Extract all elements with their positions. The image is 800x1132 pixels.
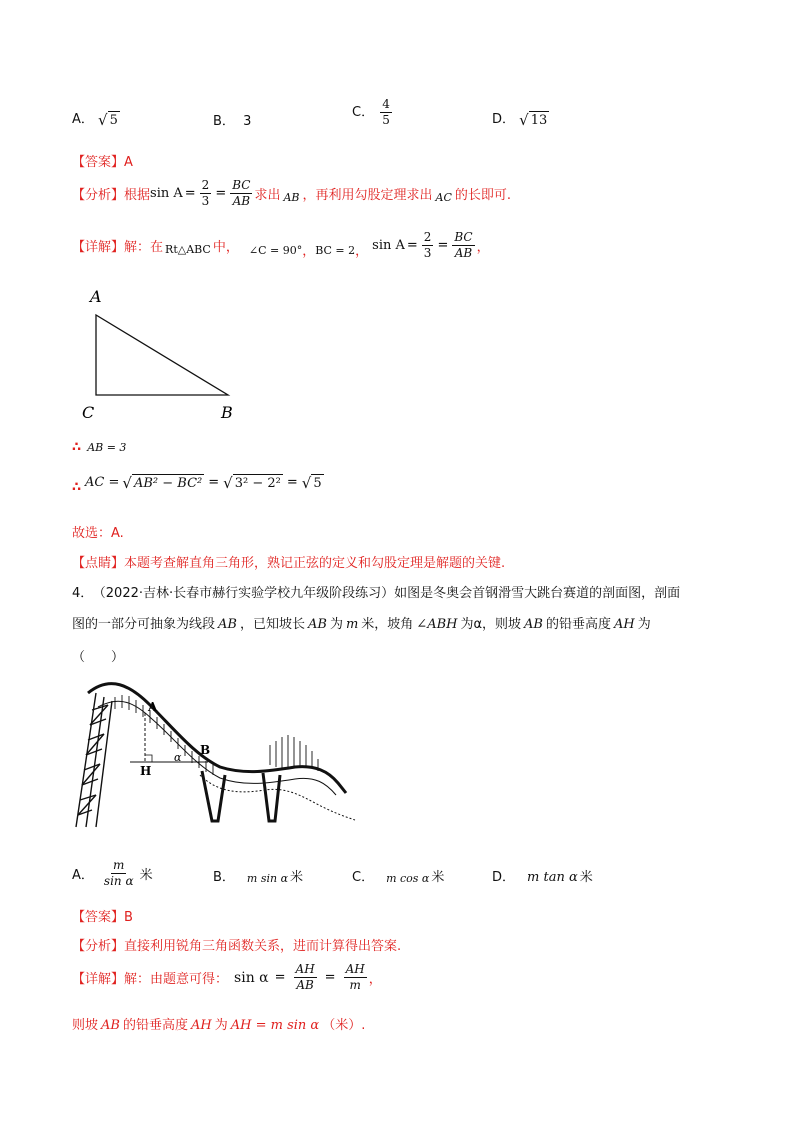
- therefore-symbol: ∴: [72, 440, 82, 455]
- point-label-b: B: [200, 743, 211, 757]
- equals: =: [184, 186, 196, 201]
- q4-line-1: [72, 582, 680, 601]
- q4-detail: [72, 962, 382, 993]
- denominator: AB: [454, 246, 473, 260]
- question-text: 为α，则坡: [460, 617, 522, 632]
- separator: ，: [368, 972, 382, 987]
- comment-text: 本题考查解直角三角形，熟记正弦的定义和勾股定理是解题的关键.: [124, 556, 506, 571]
- numerator: BC: [232, 178, 251, 192]
- question-text: 米，坡角: [361, 617, 414, 632]
- numerator: 4: [382, 97, 390, 111]
- fraction: [230, 178, 252, 209]
- segment-ab: AB: [524, 617, 543, 632]
- detail-tag: 【详解】: [72, 972, 125, 987]
- sqrt-expression: √ 13: [519, 110, 548, 129]
- q4-answer: [72, 906, 133, 925]
- point-label-a: A: [148, 700, 158, 714]
- sqrt-expression: √ 5: [301, 473, 322, 492]
- analysis-tag: 【分析】: [72, 939, 125, 954]
- q4-line-2: [72, 613, 651, 632]
- denominator: m: [349, 978, 361, 992]
- radicand: 5: [109, 112, 118, 128]
- separator: ，: [355, 244, 369, 259]
- segment-ah: AH: [190, 1018, 212, 1033]
- q3-detail: [72, 230, 490, 261]
- detail-text: 中，: [212, 240, 239, 255]
- detail-text: 解：由题意可得：: [124, 972, 229, 987]
- radicand: AB² − BC²: [133, 475, 203, 491]
- option-expression: m sin α: [246, 872, 289, 885]
- fraction: [422, 230, 434, 261]
- final-text: 的铅垂高度: [122, 1018, 188, 1033]
- fraction: [200, 178, 212, 209]
- option-letter: B．: [213, 114, 235, 129]
- analysis-text: 的长即可.: [454, 188, 512, 203]
- triangle-shape: [96, 315, 228, 395]
- tower-beam: [76, 693, 112, 827]
- option-expression: m cos α: [386, 872, 430, 885]
- option-letter: C．: [352, 105, 375, 120]
- triangle-name: Rt△ABC: [165, 243, 211, 256]
- mound-hatching: [270, 735, 318, 771]
- question-text: 的铅垂高度: [546, 617, 612, 632]
- option-value: 3: [243, 114, 252, 129]
- question-text: 为: [329, 617, 343, 632]
- tower-lattice: [76, 693, 112, 827]
- denominator: sin α: [103, 874, 134, 888]
- q4-analysis: [72, 935, 401, 954]
- bc-value: BC = 2: [315, 244, 356, 257]
- question-text: （2022·吉林·长春市赫行实验学校九年级阶段练习）如图是冬奥会首钢滑雪大跳台赛道的剖面图，剖面: [99, 586, 681, 601]
- equals: =: [208, 475, 220, 490]
- option-letter: D．: [492, 870, 516, 885]
- numerator: 2: [423, 230, 432, 244]
- unit: 米: [290, 870, 304, 885]
- equals: =: [324, 970, 336, 985]
- sin-formula: [372, 230, 476, 261]
- numerator: AH: [295, 962, 315, 976]
- vertex-label-a: A: [90, 287, 102, 306]
- q4-final: [72, 1014, 365, 1033]
- q3-analysis: [72, 178, 511, 209]
- q3-option-d: [492, 108, 549, 129]
- q3-option-c: [352, 97, 394, 128]
- vertex-label-b: B: [221, 403, 233, 422]
- fraction: [102, 858, 136, 889]
- fraction: [380, 97, 392, 128]
- denominator: AB: [232, 194, 251, 208]
- numerator: m: [113, 858, 125, 872]
- answer-tag: 【答案】: [72, 155, 125, 170]
- option-letter: A．: [72, 112, 94, 127]
- support-v-right: [263, 773, 280, 821]
- denominator: AB: [296, 978, 314, 992]
- option-letter: A．: [72, 868, 94, 883]
- numerator: AH: [345, 962, 365, 976]
- option-expression: m tan α: [527, 870, 578, 885]
- q3-comment: [72, 552, 505, 571]
- segment-ab: AB: [283, 191, 300, 204]
- option-letter: C．: [352, 870, 375, 885]
- analysis-text: 直接利用锐角三角函数关系，进而计算得出答案.: [124, 939, 402, 954]
- radicand: 3² − 2²: [234, 475, 281, 491]
- fraction: [294, 962, 317, 993]
- therefore-symbol: ∴: [72, 480, 82, 495]
- q3-choice: 故选：A.: [72, 526, 124, 541]
- q3-answer: [72, 151, 133, 170]
- segment-ah: AH: [614, 617, 635, 632]
- sqrt-expression: √ 3² − 2²: [223, 473, 281, 492]
- sin-alpha: sin α: [234, 969, 269, 986]
- analysis-text: 求出: [254, 188, 281, 203]
- equals: =: [286, 475, 298, 490]
- comment-tag: 【点睛】: [72, 556, 125, 571]
- denominator: 3: [423, 246, 432, 260]
- fraction: [452, 230, 474, 261]
- sin-a: sin A: [150, 186, 183, 201]
- segment-ac: AC: [435, 191, 452, 204]
- unit: 米: [579, 870, 593, 885]
- angle-label-alpha: α: [174, 751, 182, 764]
- q3-option-a: [72, 108, 120, 129]
- vertex-label-c: C: [82, 403, 95, 422]
- equals: =: [215, 186, 227, 201]
- analysis-text: ，再利用勾股定理求出: [302, 188, 433, 203]
- q4-option-a: [72, 858, 153, 889]
- answer-value: A: [124, 155, 133, 170]
- q3-step-1: [72, 440, 126, 455]
- analysis-text: 根据: [124, 188, 151, 203]
- sin-formula: [150, 178, 254, 209]
- ski-jump-figure: [70, 675, 360, 835]
- question-number: 4．: [72, 586, 94, 601]
- separator: ，: [302, 244, 316, 259]
- q3-step-2: [72, 470, 324, 495]
- point-label-h: H: [140, 764, 152, 778]
- equals: =: [274, 970, 286, 985]
- angle-c: ∠C = 90°: [248, 244, 303, 257]
- denominator: 5: [382, 113, 390, 127]
- option-letter: B．: [213, 870, 235, 885]
- sqrt-expression: √ 5: [98, 110, 118, 129]
- separator: ，: [476, 240, 490, 255]
- right-angle-mark: [145, 755, 152, 762]
- numerator: 2: [201, 178, 210, 192]
- option-letter: D．: [492, 112, 516, 127]
- denominator: 3: [201, 194, 210, 208]
- detail-tag: 【详解】: [72, 240, 125, 255]
- q4-option-b: [213, 866, 303, 885]
- unit: 米: [139, 868, 153, 883]
- analysis-tag: 【分析】: [72, 188, 125, 203]
- ab-result: AB = 3: [87, 441, 127, 454]
- q4-option-d: [492, 866, 593, 885]
- numerator: BC: [454, 230, 473, 244]
- equals: =: [437, 238, 449, 253]
- q4-option-c: [352, 866, 444, 885]
- final-text: 为: [214, 1018, 228, 1033]
- final-expression: AH = m sin α: [230, 1018, 320, 1033]
- ac-lhs: AC =: [85, 475, 120, 490]
- radicand: 13: [530, 112, 548, 128]
- final-text: 则坡: [72, 1018, 99, 1033]
- right-triangle-figure: [80, 285, 270, 425]
- final-text: （米）.: [322, 1018, 366, 1033]
- sin-a: sin A: [372, 238, 405, 253]
- angle-abh: ∠ABH: [416, 617, 458, 632]
- equals: =: [406, 238, 418, 253]
- answer-value: B: [124, 910, 133, 925]
- q3-option-b: [213, 110, 251, 129]
- question-text: 为: [637, 617, 651, 632]
- question-text: 图的一部分可抽象为线段: [72, 617, 216, 632]
- radicand: 5: [313, 475, 322, 491]
- fraction: [344, 962, 367, 993]
- q4-blank: （ ）: [72, 650, 125, 665]
- segment-ab: AB: [101, 1018, 120, 1033]
- unit: 米: [431, 870, 445, 885]
- detail-text: 解：在: [124, 240, 164, 255]
- length-m: m: [345, 617, 359, 632]
- sqrt-expression: √ AB² − BC²: [122, 473, 203, 492]
- segment-ab: AB: [307, 617, 327, 632]
- question-text: ，已知坡长: [239, 617, 305, 632]
- answer-tag: 【答案】: [72, 910, 125, 925]
- segment-ab: AB: [218, 617, 237, 632]
